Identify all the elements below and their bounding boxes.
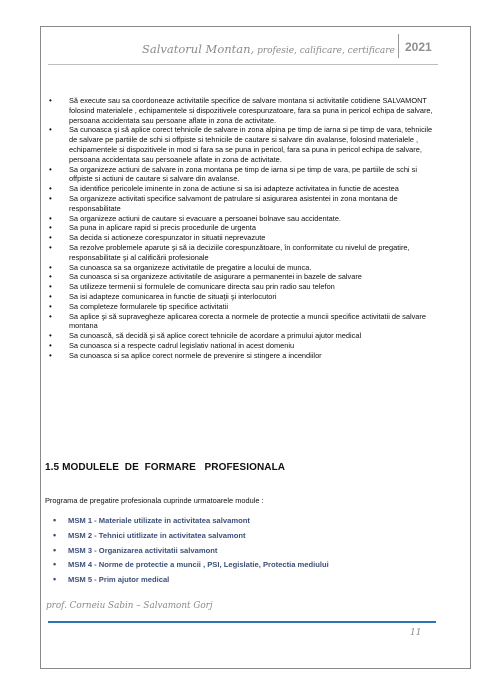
list-item: • Sa cunoasca si sa aplice corect normele de prevenire si stingere a incendiilor	[45, 351, 440, 361]
list-item: • Sa organizeze actiuni de cautare si evacuare a persoanei bolnave sau accidentate.	[45, 214, 440, 224]
list-item: • Sa utilizeze termenii si formulele de comunicare directa sau prin radio sau telefon	[45, 282, 440, 292]
header-title-main: Salvatorul Montan,	[142, 42, 255, 56]
footer-author: prof. Corneiu Sabin – Salvamont Gorj	[46, 601, 213, 611]
list-item: • Sa cunoască, să decidă şi să aplice corect tehnicile de acordare a primului ajutor medical	[45, 331, 440, 341]
header-title-sub: profesie, calificare, certificare	[254, 46, 395, 56]
list-item: • Să execute sau sa coordoneaze activitatile specifice de salvare montana si activitatile cotidiene SALVAMONT folosind materialele , echipamentele si dispozitivele corespunzatoare, fara sa puna in pericol echipa de salvare, persoana accidentata sau persoane aflate in zona de activitate.	[45, 96, 440, 125]
header-divider	[398, 34, 399, 58]
list-item: • Sa cunoasca şi să aplice corect tehnicile de salvare in zona alpina pe timp de iarna si pe timp de vara, tehnicile de salvare pe partiile de schi si offpiste si tehnicile de cautare si salvare din avalanse, folosind materialele , echipamentele si dispozitivele in mod si fara sa se puna in pericol, fara sa puna in pericol echipa de salvare, persoana accidentata sau persoanele aflate in zona de activitate.	[45, 125, 440, 164]
list-item: • Sa rezolve problemele aparute şi să ia deciziile corespunzătoare, în conformitate cu nivelul de pregatire, responsabilitate şi al calificării profesionale	[45, 243, 440, 263]
module-item: • MSM 5 - Prim ajutor medical	[48, 575, 329, 590]
page-header-title	[142, 42, 394, 56]
module-item: • MSM 4 - Norme de protectie a muncii , PSI, Legislatie, Protectia mediului	[48, 560, 329, 575]
header-rule	[48, 64, 438, 65]
list-item: • Sa isi adapteze comunicarea in functie de situaţii şi interlocutori	[45, 292, 440, 302]
list-item: • Sa cunoasca si a respecte cadrul legislativ national in acest domeniu	[45, 341, 440, 351]
duties-list	[45, 96, 440, 361]
list-item: • Sa cunoasca sa sa organizeze activitatile de pregatire a locului de munca.	[45, 263, 440, 273]
page-number: 11	[410, 628, 422, 638]
footer-rule	[48, 621, 436, 623]
list-item: • Sa identifice pericolele iminente in zona de actiune si sa isi adapteze activitatea in functie de acestea	[45, 184, 440, 194]
list-item: • Sa aplice şi să supravegheze aplicarea corecta a normele de protectie a muncii specifice activitatii de salvare montana	[45, 312, 440, 332]
modules-list	[48, 516, 329, 590]
list-item: • Sa organizeze actiuni de salvare in zona montana pe timp de iarna si pe timp de vara, pe partiile de schi si offpiste si actiuni de cautare si salvare din avalanse.	[45, 165, 440, 185]
module-item: • MSM 3 - Organizarea activitatii salvamont	[48, 546, 329, 561]
list-item: • Sa decida si actioneze corespunzator in situatii neprevazute	[45, 233, 440, 243]
list-item: • Sa cunoasca si sa organizeze activitatile de asigurare a permanentei in bazele de salvare	[45, 272, 440, 282]
list-item: • Sa completeze formularele tip specifice activitatii	[45, 302, 440, 312]
section-heading: 1.5 MODULELE DE FORMARE PROFESIONALA	[45, 462, 286, 473]
section-intro: Programa de pregatire profesionala cuprinde urmatoarele module :	[45, 496, 264, 505]
list-item: • Sa organizeze activitati specifice salvamont de patrulare si asigurarea asistentei in zona montana de responsabilitate	[45, 194, 440, 214]
module-item: • MSM 2 - Tehnici utitlizate in activitatea salvamont	[48, 531, 329, 546]
module-item: • MSM 1 - Materiale utilizate in activitatea salvamont	[48, 516, 329, 531]
list-item: • Sa puna in aplicare rapid si precis procedurile de urgenta	[45, 223, 440, 233]
header-year: 2021	[405, 40, 432, 54]
